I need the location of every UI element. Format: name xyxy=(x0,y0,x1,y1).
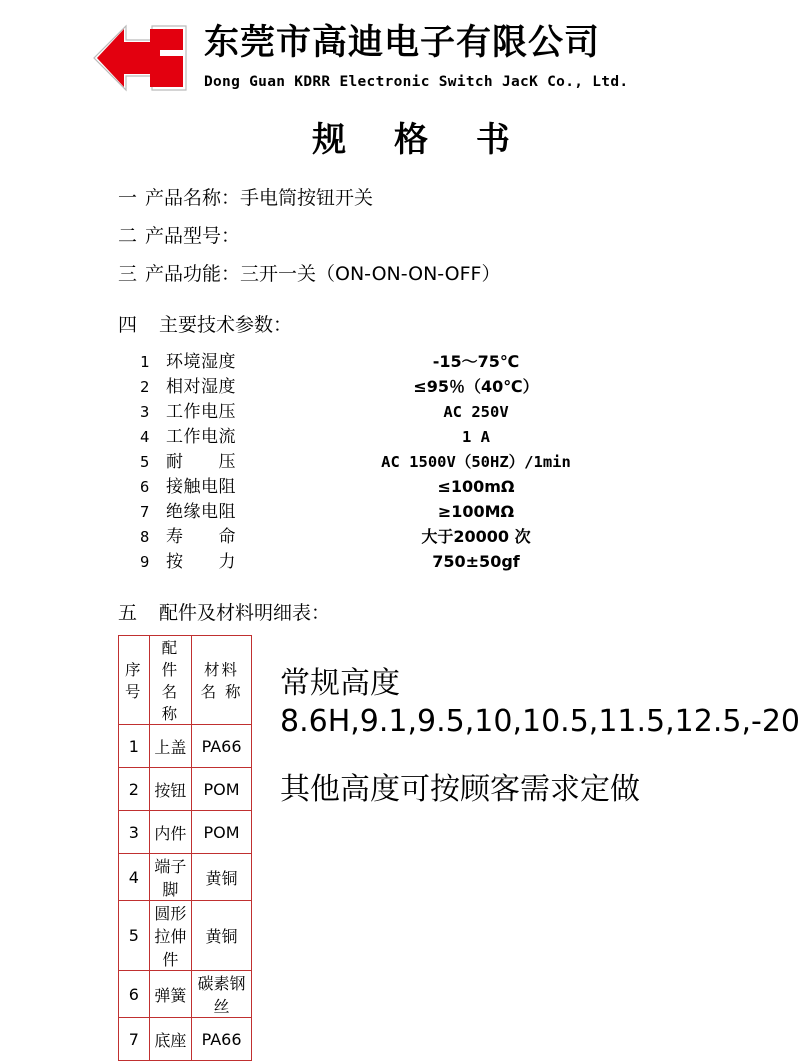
item-number: 二 xyxy=(118,225,138,247)
list-item xyxy=(118,265,800,284)
spec-row xyxy=(140,372,800,397)
spec-value: AC 1500V（50HZ）/1min xyxy=(381,453,571,471)
list-item xyxy=(118,189,800,208)
table-row xyxy=(119,901,252,971)
specs-section-heading xyxy=(0,310,800,337)
cell-material: PA66 xyxy=(192,725,252,768)
cell-index: 2 xyxy=(119,768,150,811)
spec-row xyxy=(140,447,800,472)
cell-material: PA66 xyxy=(192,1018,252,1061)
spec-value: 大于20000 次 xyxy=(421,527,531,546)
spec-value: ≤95％（40℃） xyxy=(413,377,539,396)
spec-name: 寿 命 xyxy=(166,527,236,547)
spec-row xyxy=(140,422,800,447)
parts-table-wrap xyxy=(0,635,252,1061)
cell-material: POM xyxy=(192,811,252,854)
spec-name: 耐 压 xyxy=(166,452,236,472)
cell-index: 3 xyxy=(119,811,150,854)
cell-index: 6 xyxy=(119,971,150,1018)
specs-section-number: 四 xyxy=(118,314,138,336)
cell-part: 上盖 xyxy=(149,725,191,768)
spec-value: ≥100MΩ xyxy=(437,502,515,521)
spec-row xyxy=(140,347,800,372)
spec-value: -15～75℃ xyxy=(432,352,520,371)
spec-index: 5 xyxy=(140,453,150,471)
spec-name: 按 力 xyxy=(166,552,236,572)
spec-name: 环境湿度 xyxy=(166,352,236,372)
table-row xyxy=(119,1018,252,1061)
table-header-row xyxy=(119,636,252,725)
cell-part: 弹簧 xyxy=(149,971,191,1018)
note-custom-heights: 其他高度可按顾客需求定做 xyxy=(280,771,640,807)
table-row xyxy=(119,971,252,1018)
cell-part: 内件 xyxy=(149,811,191,854)
spec-row xyxy=(140,497,800,522)
spec-index: 8 xyxy=(140,528,150,546)
spec-name: 工作电压 xyxy=(166,402,236,422)
spec-name: 相对湿度 xyxy=(166,377,236,397)
item-label: 产品功能：三开一关（ON-ON-ON-OFF） xyxy=(145,263,501,285)
spec-value: AC 250V xyxy=(443,403,509,421)
parts-section-number: 五 xyxy=(118,602,138,624)
item-label: 产品型号： xyxy=(145,225,241,247)
document-title: 规 格 书 xyxy=(312,120,528,160)
cell-material: 黄铜 xyxy=(192,901,252,971)
spec-value: 750±50gf xyxy=(432,552,520,571)
spec-value: 1 A xyxy=(462,428,490,446)
spec-index: 7 xyxy=(140,503,150,521)
cell-part: 按钮 xyxy=(149,768,191,811)
item-number: 三 xyxy=(118,263,138,285)
cell-index: 1 xyxy=(119,725,150,768)
spec-row xyxy=(140,397,800,422)
table-row xyxy=(119,811,252,854)
cell-index: 4 xyxy=(119,854,150,901)
column-header-index: 序号 xyxy=(119,636,150,725)
table-row xyxy=(119,768,252,811)
item-label: 产品名称：手电筒按钮开关 xyxy=(145,187,374,209)
document-header xyxy=(0,0,800,98)
list-item xyxy=(118,227,800,246)
spec-index: 9 xyxy=(140,553,150,571)
spec-index: 3 xyxy=(140,403,150,421)
column-header-part: 配件名 称 xyxy=(149,636,191,725)
cell-material: POM xyxy=(192,768,252,811)
spec-name: 接触电阻 xyxy=(166,477,236,497)
parts-section-heading xyxy=(0,598,800,625)
table-row xyxy=(119,725,252,768)
spec-row xyxy=(140,522,800,547)
cell-part: 底座 xyxy=(149,1018,191,1061)
spec-name: 绝缘电阻 xyxy=(166,502,236,522)
note-standard-heights: 常规高度 8.6H,9.1,9.5,10,10.5,11.5,12.5,-20 xyxy=(280,666,800,740)
spec-index: 6 xyxy=(140,478,150,496)
cell-part: 圆形拉伸件 xyxy=(149,901,191,971)
bottom-area xyxy=(0,635,800,1061)
notes-area xyxy=(280,635,800,809)
column-header-material: 材料名 称 xyxy=(192,636,252,725)
spec-index: 1 xyxy=(140,353,150,371)
spec-index: 4 xyxy=(140,428,150,446)
spec-index: 2 xyxy=(140,378,150,396)
kdrr-arrow-logo-icon xyxy=(90,20,190,98)
cell-index: 7 xyxy=(119,1018,150,1061)
parts-section-title: 配件及材料明细表： xyxy=(159,602,331,624)
cell-part: 端子脚 xyxy=(149,854,191,901)
specs-table xyxy=(0,347,800,572)
spec-row xyxy=(140,472,800,497)
cell-material: 碳素钢丝 xyxy=(192,971,252,1018)
parts-table xyxy=(118,635,252,1061)
item-number: 一 xyxy=(118,187,138,209)
spec-name: 工作电流 xyxy=(166,427,236,447)
table-row xyxy=(119,854,252,901)
product-info-list xyxy=(0,189,800,284)
company-name-cn: 东莞市高迪电子有限公司 xyxy=(204,23,601,63)
specs-section-title: 主要技术参数： xyxy=(159,314,293,336)
company-name-en: Dong Guan KDRR Electronic Switch JacK Co., Ltd. xyxy=(204,73,629,90)
company-name-block xyxy=(204,18,628,90)
spec-row xyxy=(140,547,800,572)
spec-value: ≤100mΩ xyxy=(437,477,515,496)
cell-index: 5 xyxy=(119,901,150,971)
cell-material: 黄铜 xyxy=(192,854,252,901)
